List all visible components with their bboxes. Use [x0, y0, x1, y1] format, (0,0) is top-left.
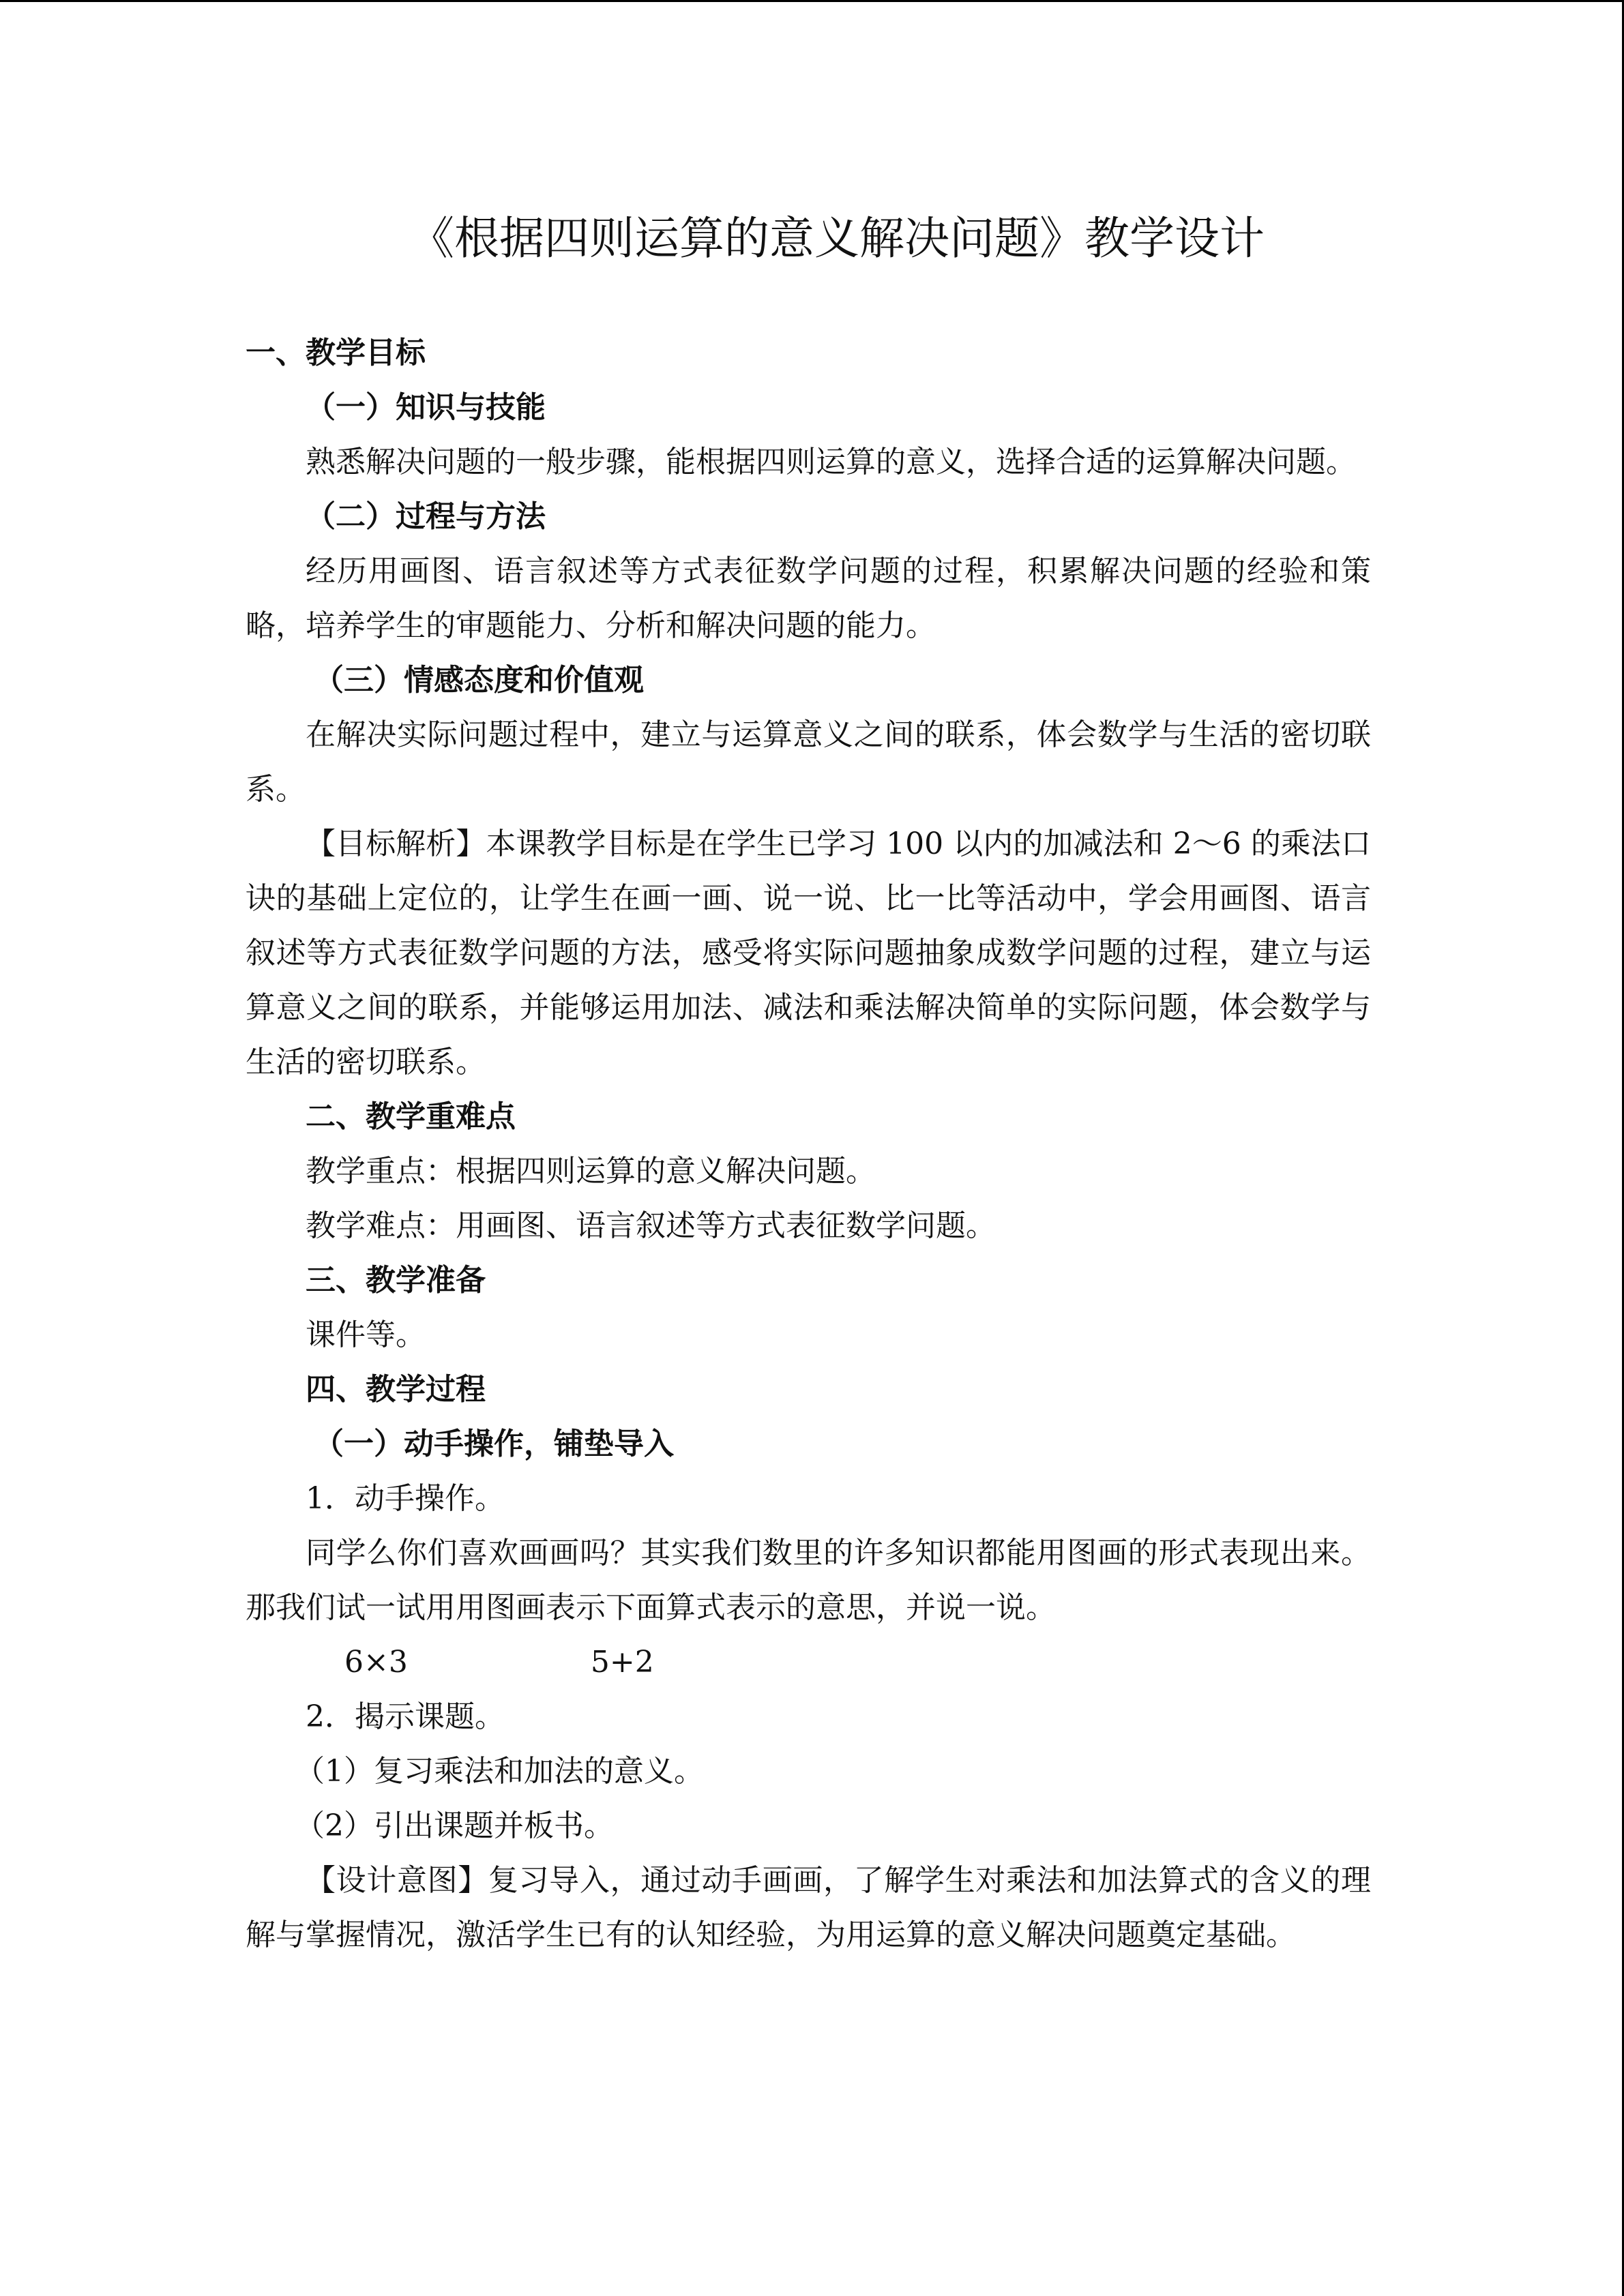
paragraph-design-intent: 【设计意图】复习导入，通过动手画画，了解学生对乘法和加法算式的含义的理解与掌握情况，激活学生已有的认知经验，为用运算的意义解决问题奠定基础。	[246, 1863, 1371, 1952]
section-heading-objectives: 一、教学目标	[246, 336, 426, 370]
step-2-item-1: （1）复习乘法和加法的意义。	[295, 1754, 704, 1789]
subsection-heading-attitude: （三）情感态度和价值观	[314, 663, 644, 698]
expression-multiplication: 6×3	[344, 1645, 408, 1680]
paragraph-preparation: 课件等。	[306, 1317, 426, 1352]
step-1-heading: 1．动手操作。	[306, 1481, 505, 1516]
subsection-heading-knowledge: （一）知识与技能	[306, 390, 546, 425]
paragraph-goal-analysis: 【目标解析】本课教学目标是在学生已学习 100 以内的加减法和 2～6 的乘法口诀的基础上定位的，让学生在画一画、说一说、比一比等活动中，学会用画图、语言叙述等方式表征数学问题的方法，感受将实际问题抽象成数学问题的过程，建立与运算意义之间的联系，并能够运用加法、减法和乘法解决简单的实际问题，体会数学与生活的密切联系。	[246, 826, 1371, 1079]
step-2-item-2: （2）引出课题并板书。	[295, 1808, 614, 1843]
paragraph-knowledge: 熟悉解决问题的一般步骤，能根据四则运算的意义，选择合适的运算解决问题。	[306, 445, 1356, 479]
subsection-heading-process: （二）过程与方法	[306, 499, 546, 534]
paragraph-attitude: 在解决实际问题过程中，建立与运算意义之间的联系，体会数学与生活的密切联系。	[246, 717, 1371, 807]
page-border-top	[0, 0, 1624, 2]
step-2-heading: 2．揭示课题。	[306, 1699, 505, 1734]
section-heading-key-points: 二、教学重难点	[306, 1099, 516, 1134]
paragraph-key-point: 教学重点：根据四则运算的意义解决问题。	[306, 1154, 876, 1189]
expression-row	[246, 1635, 1371, 1690]
section-heading-preparation: 三、教学准备	[306, 1263, 486, 1298]
paragraph-step-1: 同学么你们喜欢画画吗？其实我们数里的许多知识都能用图画的形式表现出来。那我们试一试用用图画表示下面算式表示的意思，并说一说。	[246, 1536, 1371, 1625]
section-heading-process: 四、教学过程	[306, 1372, 486, 1407]
paragraph-difficulty: 教学难点：用画图、语言叙述等方式表征数学问题。	[306, 1208, 996, 1243]
document-body	[246, 326, 1371, 1963]
expression-addition: 5+2	[590, 1645, 654, 1680]
document-title: 《根据四则运算的意义解决问题》教学设计	[409, 212, 1265, 265]
subsection-heading-hands-on: （一）动手操作，铺垫导入	[314, 1427, 674, 1461]
paragraph-process: 经历用画图、语言叙述等方式表征数学问题的过程，积累解决问题的经验和策略，培养学生的审题能力、分析和解决问题的能力。	[246, 554, 1371, 643]
